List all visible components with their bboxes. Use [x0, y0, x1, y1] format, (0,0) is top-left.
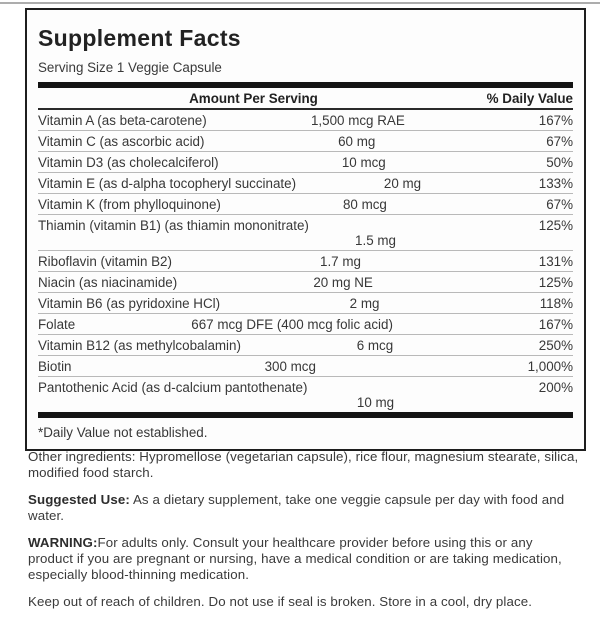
storage-instructions	[28, 594, 580, 610]
ingredient-name: Thiamin (vitamin B1) (as thiamin mononitrate)	[38, 217, 309, 233]
supplement-facts-panel	[25, 8, 586, 451]
ingredient-amount: 2 mg	[349, 295, 380, 311]
table-row	[38, 292, 573, 313]
ingredient-name: Vitamin K (from phylloquinone)	[38, 196, 221, 212]
table-header	[38, 88, 573, 110]
warning	[28, 535, 580, 583]
ingredient-name: Riboflavin (vitamin B2)	[38, 253, 172, 269]
ingredient-name: Vitamin E (as d-alpha tocopheryl succinate)	[38, 175, 297, 191]
ingredient-daily-value: 125%	[538, 274, 573, 290]
suggested-use-text: As a dietary supplement, take one veggie capsule per day with food and water.	[28, 492, 565, 523]
photo-edge-line	[0, 2, 600, 4]
ingredient-name: Biotin	[38, 358, 72, 374]
amount-per-serving-header: Amount Per Serving	[189, 91, 318, 106]
ingredient-name: Pantothenic Acid (as d-calcium pantothenate)	[38, 379, 308, 395]
table-row	[38, 313, 573, 334]
table-row	[38, 376, 573, 412]
ingredient-daily-value: 125%	[538, 217, 573, 233]
ingredient-daily-value: 167%	[538, 112, 573, 128]
label-info-text	[28, 449, 580, 621]
other-ingredients	[28, 449, 580, 481]
table-row	[38, 130, 573, 151]
ingredient-daily-value: 131%	[538, 253, 573, 269]
ingredient-amount: 20 mg NE	[313, 274, 373, 290]
suggested-use-label: Suggested Use:	[28, 492, 130, 507]
ingredient-amount: 1.5 mg	[355, 232, 396, 248]
ingredient-daily-value: 167%	[538, 316, 573, 332]
ingredient-name: Vitamin B12 (as methylcobalamin)	[38, 337, 241, 353]
table-row	[38, 110, 573, 130]
daily-value-header: % Daily Value	[486, 91, 573, 106]
ingredient-daily-value: 118%	[539, 295, 573, 311]
ingredient-daily-value: 1,000%	[527, 358, 573, 374]
serving-size: Serving Size 1 Veggie Capsule	[38, 60, 222, 75]
table-row	[38, 271, 573, 292]
table-row	[38, 355, 573, 376]
table-row	[38, 214, 573, 250]
ingredient-daily-value: 133%	[538, 175, 573, 191]
ingredient-amount: 10 mcg	[341, 154, 386, 170]
table-row	[38, 193, 573, 214]
ingredient-name: Vitamin D3 (as cholecalciferol)	[38, 154, 219, 170]
table-row	[38, 250, 573, 271]
warning-label: WARNING:	[28, 535, 98, 550]
ingredient-daily-value: 250%	[538, 337, 573, 353]
table-row	[38, 172, 573, 193]
suggested-use	[28, 492, 580, 524]
ingredient-name: Niacin (as niacinamide)	[38, 274, 178, 290]
ingredient-amount: 80 mcg	[342, 196, 387, 212]
ingredient-daily-value: 67%	[546, 196, 573, 212]
table-row	[38, 151, 573, 172]
ingredient-amount: 10 mg	[356, 394, 395, 410]
panel-title: Supplement Facts	[38, 25, 241, 51]
ingredient-amount: 20 mg	[383, 175, 422, 191]
ingredient-daily-value: 67%	[546, 133, 573, 149]
ingredient-amount: 1,500 mcg RAE	[310, 112, 405, 128]
ingredient-name: Vitamin B6 (as pyridoxine HCl)	[38, 295, 221, 311]
ingredient-daily-value: 50%	[546, 154, 573, 170]
ingredient-amount: 6 mcg	[356, 337, 394, 353]
ingredient-rows	[38, 110, 573, 412]
ingredient-amount: 1.7 mg	[320, 253, 361, 269]
daily-value-footnote: *Daily Value not established.	[38, 425, 208, 440]
other-ingredients-text: Other ingredients: Hypromellose (vegetarian capsule), rice flour, magnesium stearate, silica, modified food starch.	[28, 449, 579, 480]
ingredient-amount: 60 mg	[338, 133, 376, 149]
ingredient-daily-value: 200%	[538, 379, 573, 395]
ingredient-name: Vitamin C (as ascorbic acid)	[38, 133, 205, 149]
warning-text: For adults only. Consult your healthcare provider before using this or any product if you are pregnant or nursing, have a medical condition or are taking medication, especially blood-thinning medication.	[28, 535, 562, 582]
storage-text: Keep out of reach of children. Do not use if seal is broken. Store in a cool, dry place.	[28, 594, 533, 609]
ingredient-amount: 667 mcg DFE (400 mcg folic acid)	[191, 316, 393, 332]
ingredient-name: Vitamin A (as beta-carotene)	[38, 112, 207, 128]
ingredient-name: Folate	[38, 316, 76, 332]
ingredient-amount: 300 mcg	[264, 358, 316, 374]
table-row	[38, 334, 573, 355]
